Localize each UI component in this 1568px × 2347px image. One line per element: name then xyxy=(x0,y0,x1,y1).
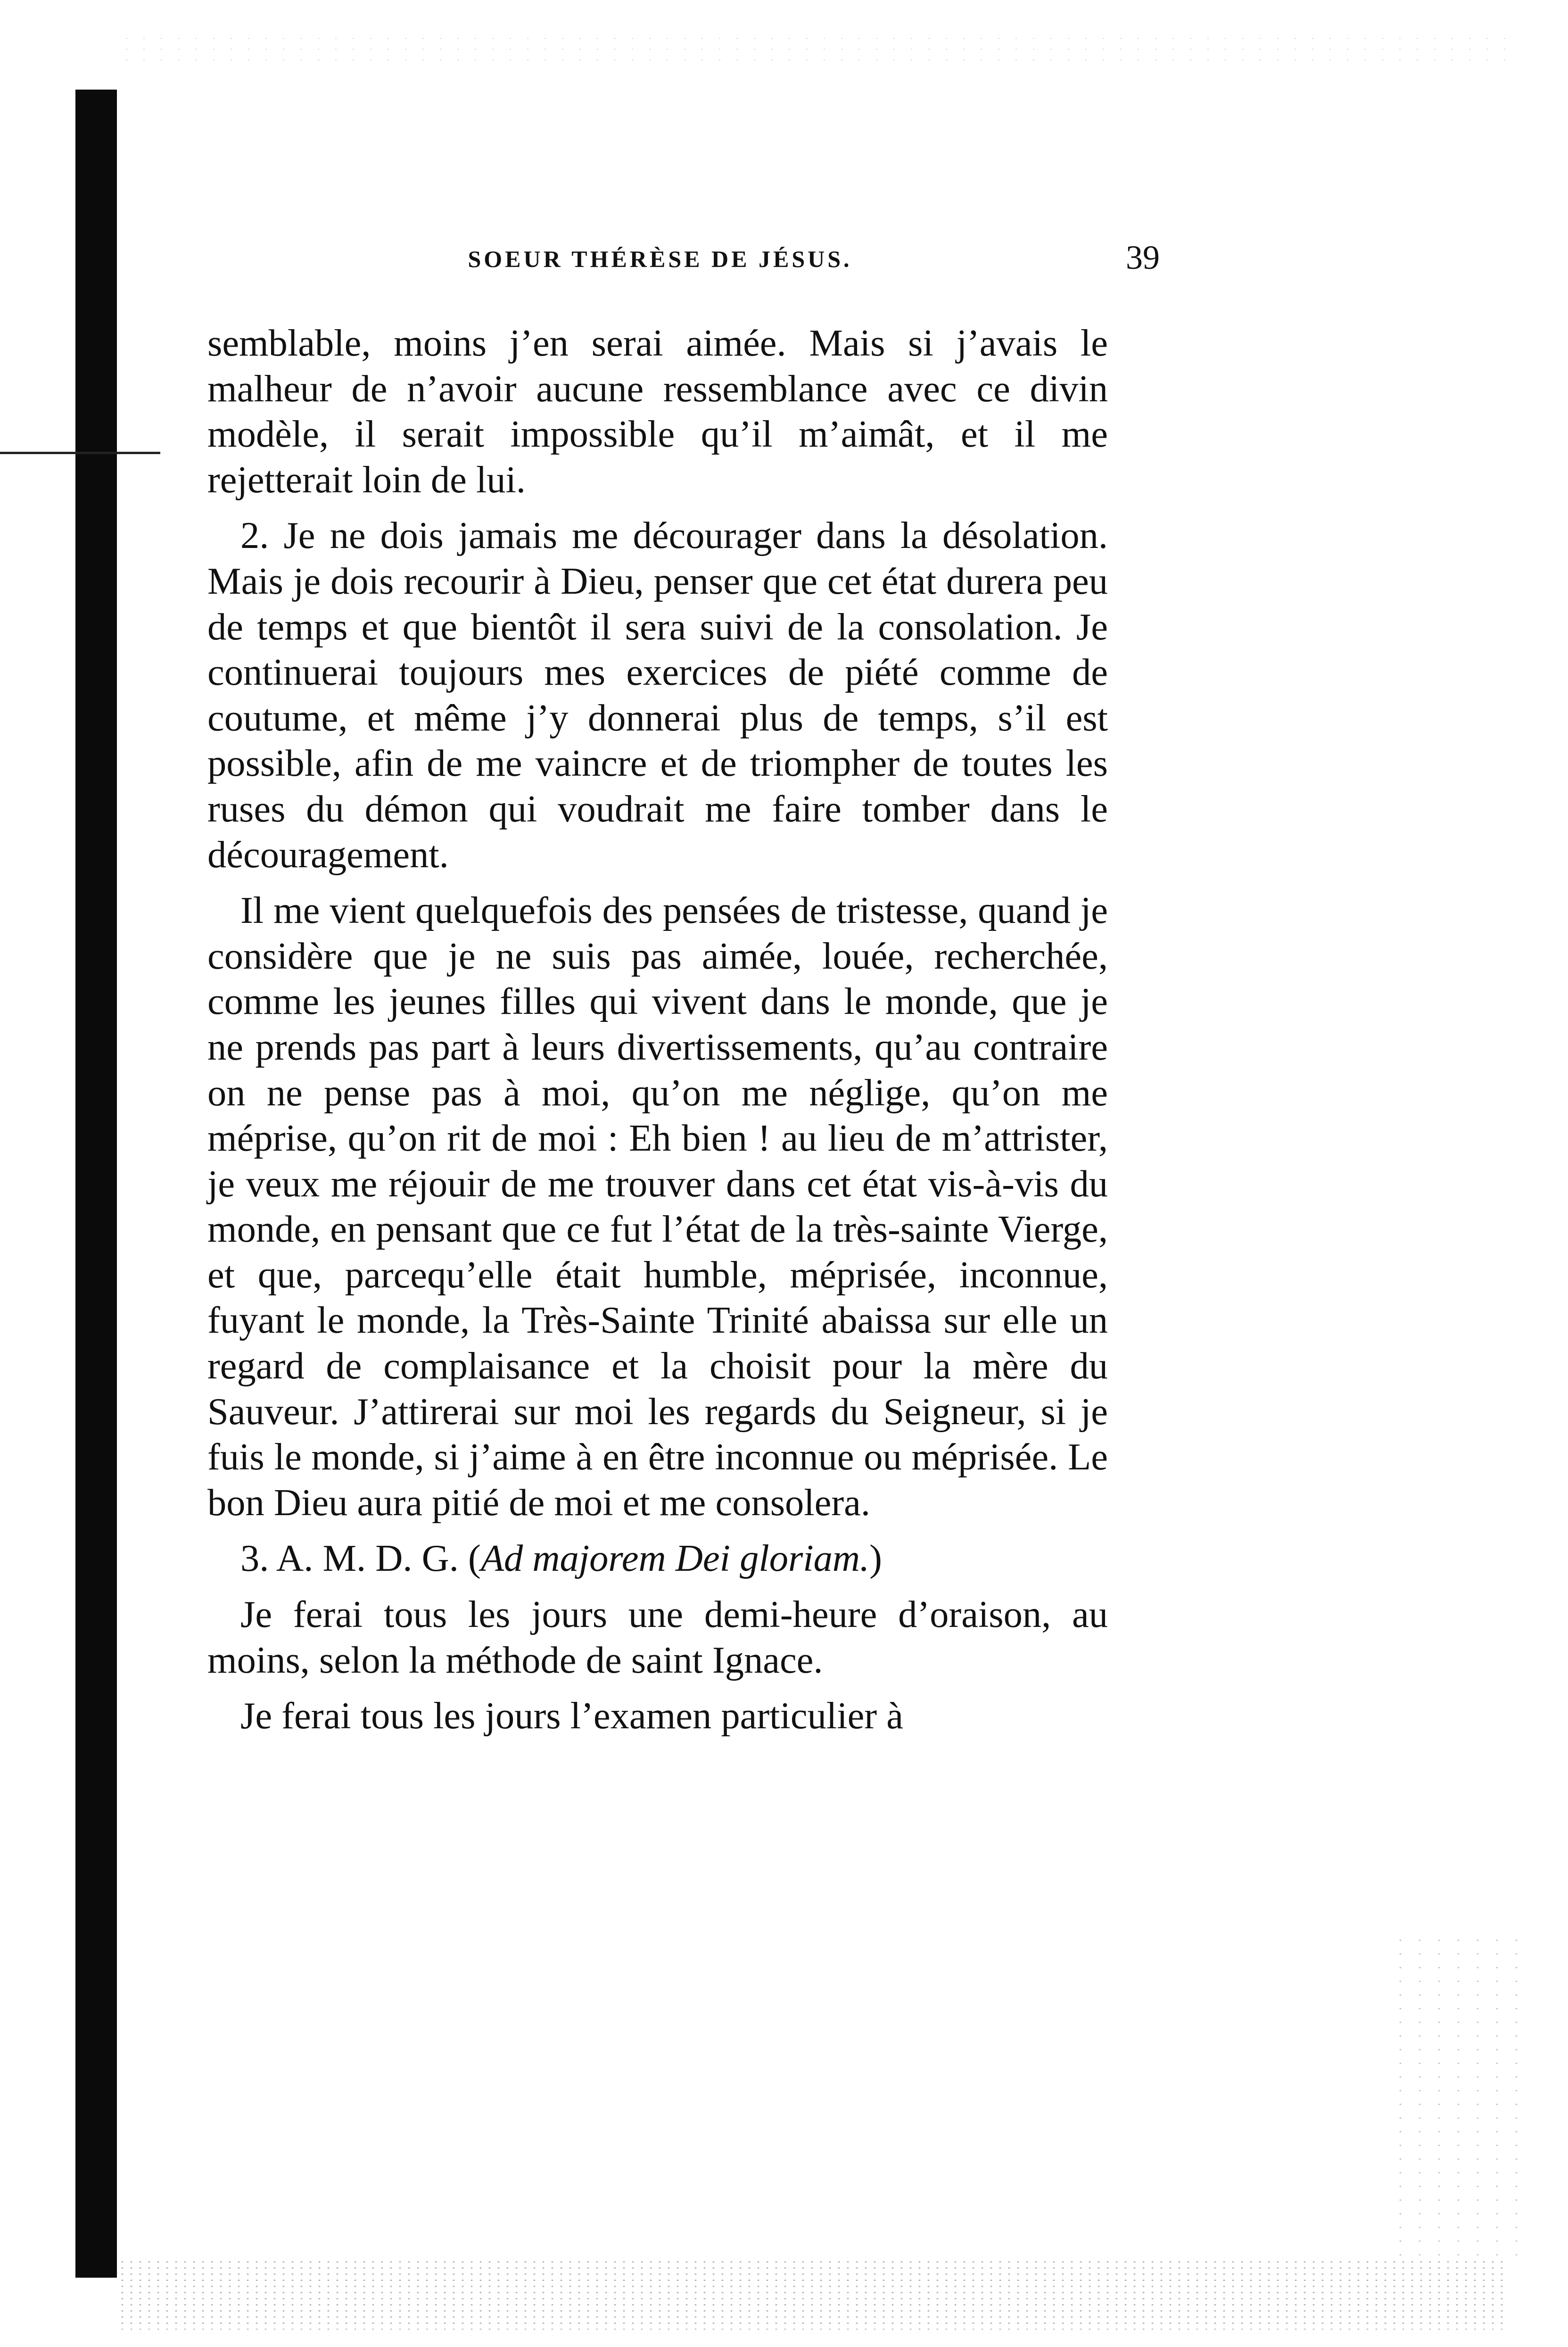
paragraph-sadness: Il me vient quelquefois des pensées de tristesse, quand je considère que je ne suis pas aimée, louée, recherchée, comme les jeunes filles qui vivent dans le monde, que je ne prends pas part à leurs divertissements, qu’au contraire on ne pense pas à moi, qu’on me néglige, qu’on me méprise, qu’on rit de moi : Eh bien ! au lieu de m’attrister, je veux me réjouir de me trouver dans cet état vis-à-vis du monde, en pensant que ce fut l’état de la très-sainte Vierge, et que, parcequ’elle était humble, méprisée, inconnue, fuyant le monde, la Très-Sainte Trinité abaissa sur elle un regard de complaisance et la choisit pour la mère du Sauveur. J’attirerai sur moi les regards du Seigneur, si je fuis le monde, si j’aime à en être inconnue ou méprisée. Le bon Dieu aura pitié de moi et me consolera. xyxy=(207,889,1108,1524)
scan-noise-corner xyxy=(1391,1933,1523,2264)
scan-binding-shadow xyxy=(75,90,117,2278)
page-number: 39 xyxy=(1126,239,1160,276)
page-body xyxy=(207,321,1108,1750)
scan-noise-top xyxy=(118,33,1509,71)
amdg-latin: Ad majorem Dei gloriam. xyxy=(480,1537,870,1580)
scan-edge-mark xyxy=(0,452,160,454)
paragraph-amdg xyxy=(207,1536,1108,1582)
paragraph-resolution-2: 2. Je ne dois jamais me décourager dans la désolation. Mais je dois recourir à Dieu, penser que cet état durera peu de temps et que bientôt il sera suivi de la consolation. Je continuerai toujours mes exercices de piété comme de coutume, et même j’y donnerai plus de temps, s’il est possible, afin de me vaincre et de triompher de toutes les ruses du démon qui voudrait me faire tomber dans le découragement. xyxy=(207,514,1108,876)
amdg-close: ) xyxy=(869,1537,882,1580)
running-title: SOEUR THÉRÈSE DE JÉSUS. xyxy=(468,246,852,272)
amdg-lead: 3. A. M. D. G. ( xyxy=(240,1537,481,1580)
scan-noise-bottom xyxy=(118,2259,1509,2330)
paragraph-oraison: Je ferai tous les jours une demi-heure d’oraison, au moins, selon la méthode de saint Ignace. xyxy=(207,1593,1108,1681)
paragraph-examen: Je ferai tous les jours l’examen particulier à xyxy=(240,1695,903,1737)
paragraph-continued: semblable, moins j’en serai aimée. Mais si j’avais le malheur de n’avoir aucune ressemblance avec ce divin modèle, il serait impossible qu’il m’aimât, et il me rejetterait loin de lui. xyxy=(207,322,1108,501)
